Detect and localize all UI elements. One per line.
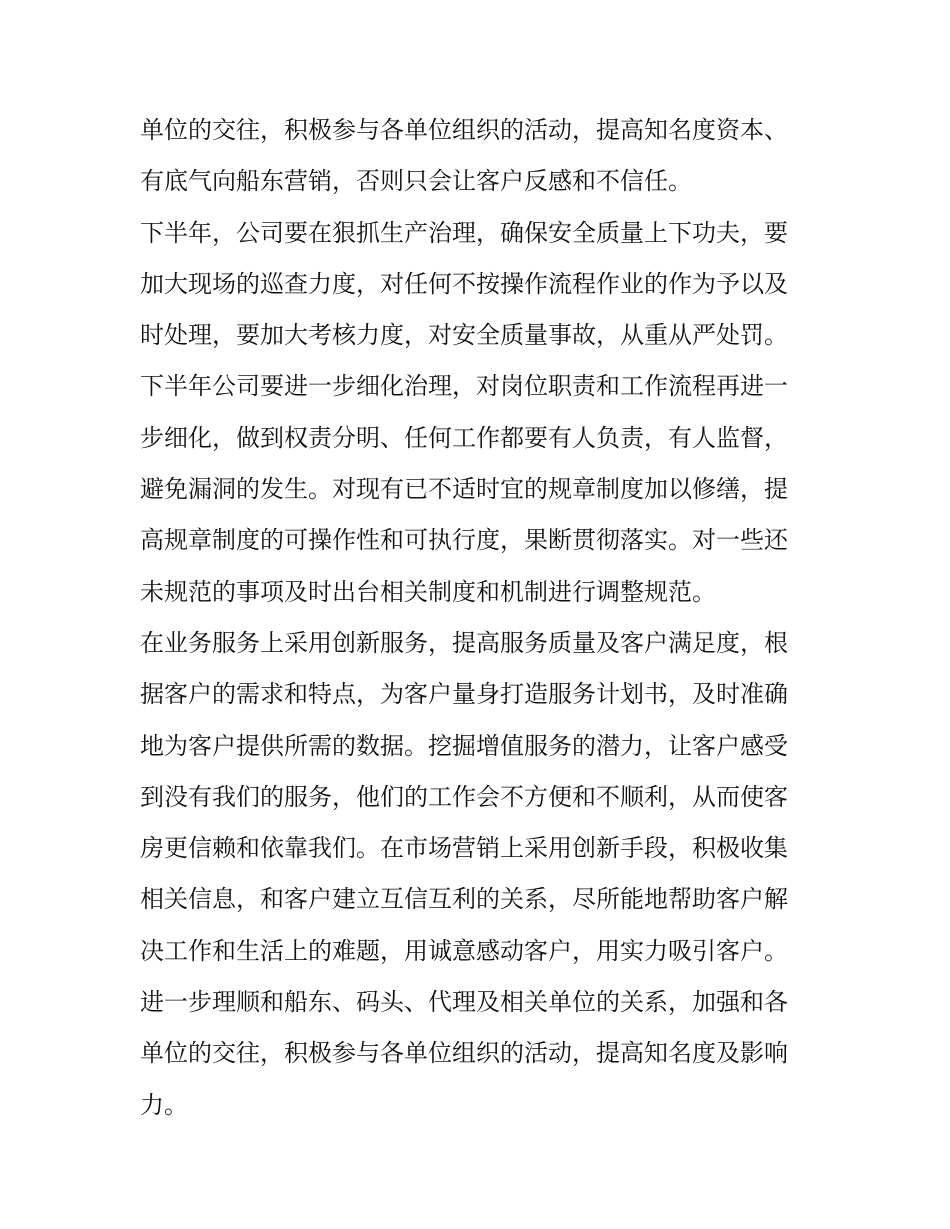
text-line: 到没有我们的服务，他们的工作会不方便和不顺利，从而使客 [140,782,788,811]
text-line: 避免漏洞的发生。对现有已不适时宜的规章制度加以修缮，提 [140,475,788,504]
text-line: 下半年公司要进一步细化治理，对岗位职责和工作流程再进一 [140,372,788,401]
text-line: 力。 [140,1090,188,1119]
text-line: 加大现场的巡查力度，对任何不按操作流程作业的作为予以及 [140,269,788,298]
text-line: 进一步理顺和船东、码头、代理及相关单位的关系，加强和各 [140,988,788,1017]
text-line: 决工作和生活上的难题，用诚意感动客户，用实力吸引客户。 [140,936,788,965]
text-line: 高规章制度的可操作性和可执行度，果断贯彻落实。对一些还 [140,526,788,555]
text-line: 单位的交往，积极参与各单位组织的活动，提高知名度资本、 [140,116,788,144]
body-text [140,105,820,1131]
text-line: 在业务服务上采用创新服务，提高服务质量及客户满足度，根 [140,628,788,657]
text-line: 有底气向船东营销，否则只会让客户反感和不信任。 [140,167,692,196]
text-line: 房更信赖和依靠我们。在市场营销上采用创新手段，积极收集 [140,834,788,863]
text-line: 相关信息，和客户建立互信互利的关系，尽所能地帮助客户解 [140,885,788,914]
text-line: 下半年，公司要在狠抓生产治理，确保安全质量上下功夫，要 [140,218,788,247]
text-line: 单位的交往，积极参与各单位组织的活动，提高知名度及影响 [140,1039,788,1068]
text-line: 时处理，要加大考核力度，对安全质量事故，从重从严处罚。 [140,321,788,350]
text-line: 地为客户提供所需的数据。挖掘增值服务的潜力，让客户感受 [140,731,788,760]
text-line: 步细化，做到权责分明、任何工作都要有人负责，有人监督， [140,423,788,452]
text-line: 据客户的需求和特点，为客户量身打造服务计划书，及时准确 [140,680,788,709]
text-line: 未规范的事项及时出台相关制度和机制进行调整规范。 [140,577,716,606]
